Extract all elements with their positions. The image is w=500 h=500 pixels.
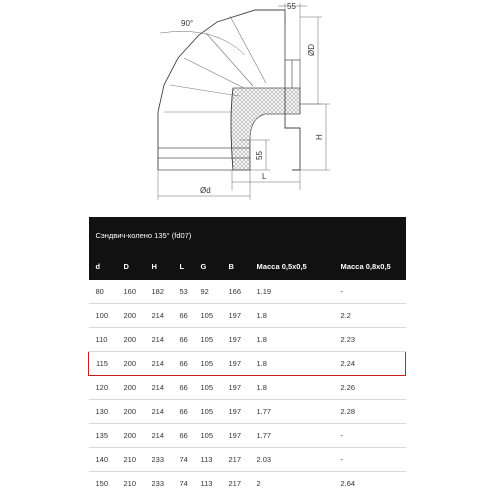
table-cell: 210 (123, 479, 137, 488)
table-cell: 150 (95, 479, 109, 488)
table-cell: 214 (145, 400, 173, 424)
table-cell: 2 (256, 479, 261, 488)
table-cell: 120 (89, 376, 117, 400)
table-row (89, 352, 406, 376)
table-cell: 2.64 (340, 479, 356, 488)
table-cell: 200 (117, 328, 145, 352)
angle-label: 90° (181, 19, 194, 28)
inner-diameter-label: Ød (200, 186, 211, 195)
table-cell: 113 (200, 479, 213, 488)
table-cell: 1.8 (250, 304, 334, 328)
table-cell: 1.8 (250, 376, 334, 400)
table-cell: 214 (145, 304, 173, 328)
bottom-offset-label: 55 (255, 151, 264, 160)
table-cell: 197 (222, 304, 250, 328)
table-cell: 66 (173, 424, 194, 448)
table-cell: 130 (89, 400, 117, 424)
table-cell: 92 (194, 280, 222, 304)
table-cell: - (334, 448, 406, 472)
length-label: L (262, 172, 267, 181)
column-header: Масса 0,5x0,5 (250, 253, 334, 280)
table-cell: 1.8 (250, 352, 334, 376)
table-cell: 66 (173, 352, 194, 376)
table-cell: 1.19 (250, 280, 334, 304)
table-cell: 135 (89, 424, 117, 448)
table-cell: 66 (173, 400, 194, 424)
table-cell: 74 (179, 479, 188, 488)
column-header: G (194, 253, 222, 280)
table-cell: 2.24 (334, 352, 406, 376)
table-cell: 233 (145, 448, 173, 472)
table-cell: 105 (194, 304, 222, 328)
table-cell: 105 (194, 400, 222, 424)
table-cell: 74 (173, 448, 194, 472)
table-cell: 115 (89, 352, 117, 376)
table-cell: 217 (228, 479, 242, 488)
table-cell: 2.23 (334, 328, 406, 352)
table-cell: 105 (194, 424, 222, 448)
table-cell: 197 (222, 424, 250, 448)
table-cell: 197 (222, 376, 250, 400)
table-title-row (89, 217, 406, 253)
table-cell: 2.03 (250, 448, 334, 472)
table-cell: 80 (89, 280, 117, 304)
table-header-row (89, 253, 406, 280)
table-cell: 1.8 (250, 328, 334, 352)
table-cell: 182 (145, 280, 173, 304)
table-cell: 113 (194, 448, 222, 472)
table-cell: 2.28 (334, 400, 406, 424)
table-title: Сэндвич-колено 135° (fd07) (89, 217, 406, 253)
table-cell: 66 (173, 376, 194, 400)
top-offset-label: 55 (287, 2, 296, 11)
table-cell: 200 (117, 376, 145, 400)
table-cell: 53 (173, 280, 194, 304)
table-cell: 66 (173, 304, 194, 328)
column-header: H (145, 253, 173, 280)
table-cell: - (334, 424, 406, 448)
table-cell: 210 (117, 448, 145, 472)
table-cell: 214 (145, 328, 173, 352)
table-row (89, 472, 406, 496)
elbow-technical-drawing (0, 0, 500, 205)
table-cell: 166 (222, 280, 250, 304)
table-cell: 1.77 (250, 424, 334, 448)
table-cell: 105 (194, 328, 222, 352)
table-cell: - (334, 280, 406, 304)
table-cell: 140 (89, 448, 117, 472)
table-cell: 66 (173, 328, 194, 352)
column-header: L (173, 253, 194, 280)
outer-diameter-label: ØD (307, 44, 316, 56)
height-label: H (315, 134, 324, 140)
table-cell: 2.2 (334, 304, 406, 328)
table-cell: 233 (151, 479, 165, 488)
table-cell: 110 (89, 328, 117, 352)
table-cell: 197 (222, 328, 250, 352)
table-cell: 105 (194, 352, 222, 376)
table-cell: 2.26 (334, 376, 406, 400)
column-header: d (89, 253, 117, 280)
column-header: D (117, 253, 145, 280)
table-cell: 214 (145, 352, 173, 376)
table-cell: 100 (89, 304, 117, 328)
table-body (89, 280, 406, 495)
table-row (89, 280, 406, 304)
table-cell: 200 (117, 400, 145, 424)
table-row (89, 400, 406, 424)
column-header: B (222, 253, 250, 280)
table-cell: 105 (194, 376, 222, 400)
table-row (89, 376, 406, 400)
table-cell: 214 (145, 424, 173, 448)
table-cell: 200 (117, 424, 145, 448)
table-row (89, 424, 406, 448)
table-cell: 197 (222, 400, 250, 424)
table-cell: 160 (117, 280, 145, 304)
table-cell: 217 (222, 448, 250, 472)
table-cell: 214 (145, 376, 173, 400)
table-cell: 197 (222, 352, 250, 376)
table-cell: 200 (117, 352, 145, 376)
spec-table (88, 217, 406, 495)
column-header: Масса 0,8x0,5 (334, 253, 406, 280)
table-row (89, 448, 406, 472)
table-row (89, 304, 406, 328)
table-cell: 200 (117, 304, 145, 328)
table-cell: 1.77 (250, 400, 334, 424)
table-row (89, 328, 406, 352)
